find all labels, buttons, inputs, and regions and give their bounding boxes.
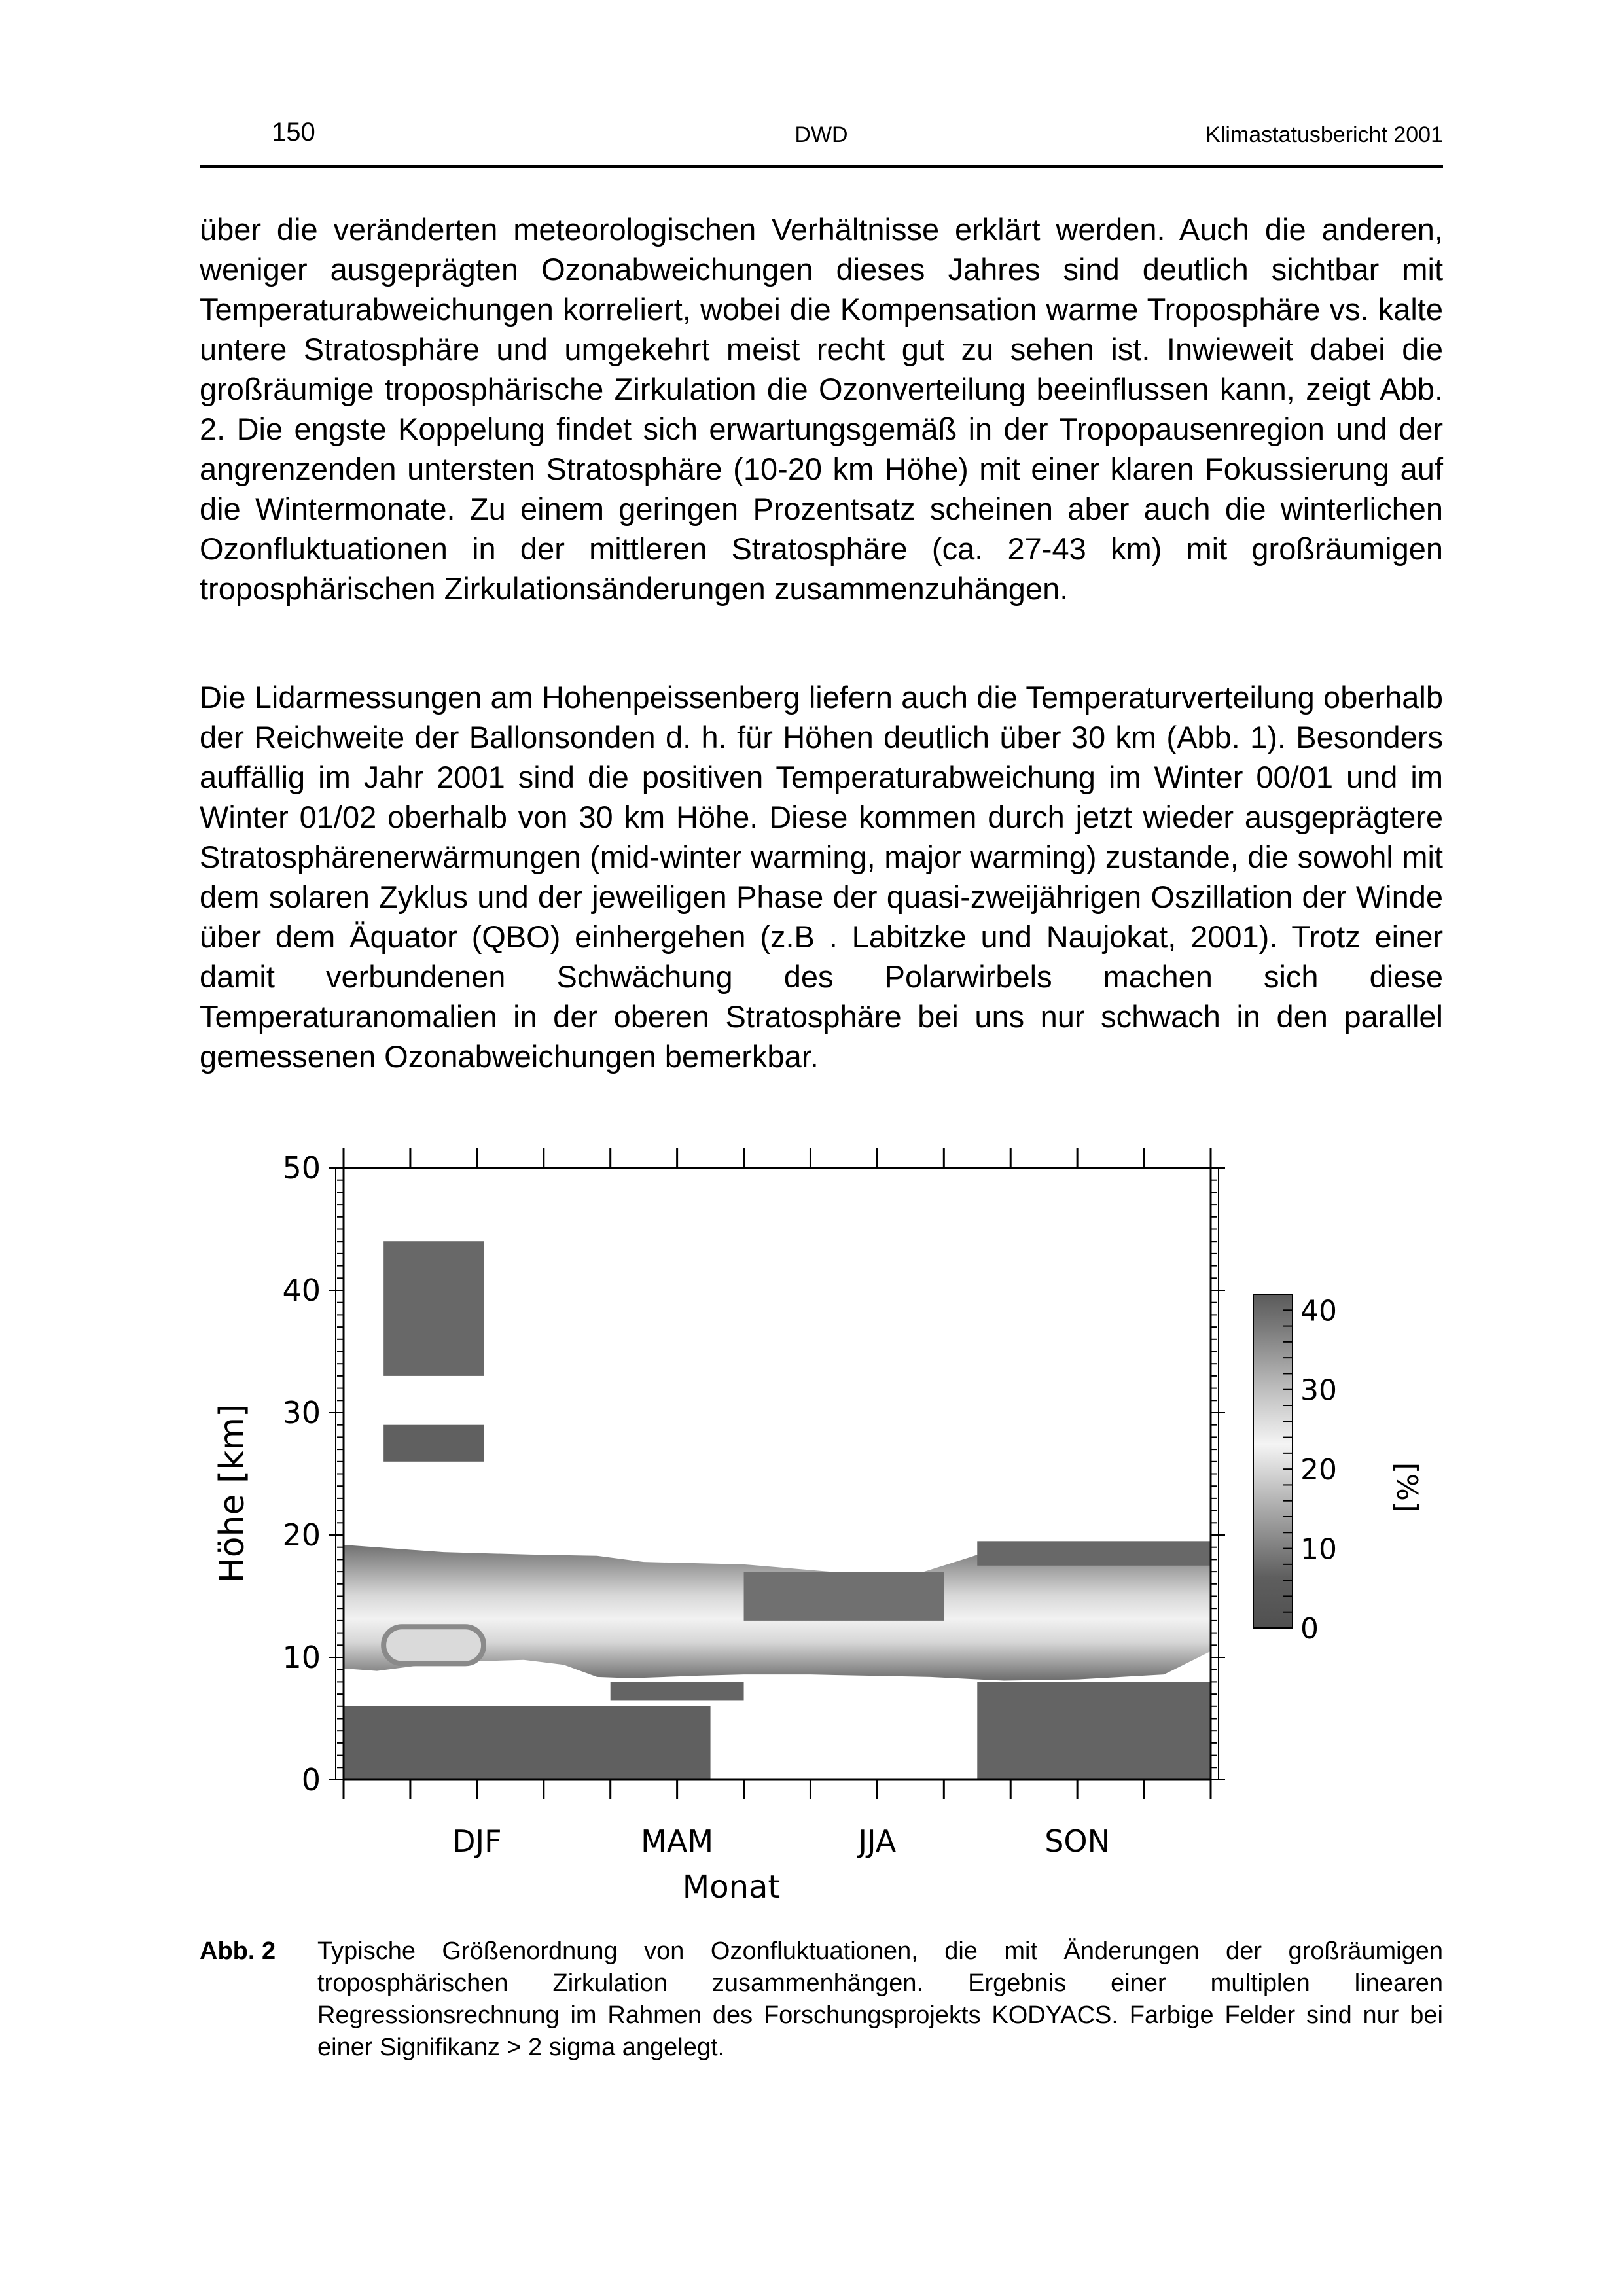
x-tick-label: JJA xyxy=(858,1824,897,1859)
y-tick-label: 50 xyxy=(282,1150,321,1186)
colorbar-tick-label: 40 xyxy=(1300,1294,1337,1328)
heatmap-region-autumn-lower-stratosphere xyxy=(977,1541,1211,1565)
y-axis-title: Höhe [km] xyxy=(213,1404,252,1583)
caption-label: Abb. 2 xyxy=(200,1937,276,1965)
header-rule xyxy=(200,165,1443,168)
paragraph-1: über die veränderten meteorologischen Verhältnisse erklärt werden. Auch die anderen, weniger ausgeprägten Ozonabweichungen dieses Jahres sind deutlich sichtbar mit Temperaturabweichungen korreliert, wobei die Kompensation warme Troposphäre vs. kalte untere Stratosphäre und umgekehrt meist recht gut zu sehen ist. Inwieweit dabei die großräumige troposphärische Zirkulation die Ozonverteilung beeinflussen kann, zeigt Abb. 2. Die engste Koppelung findet sich erwartungsgemäß in der Tropopausenregion und der angrenzenden untersten Stratosphäre (10-20 km Höhe) mit einer klaren Fokussierung auf die Wintermonate. Zu einem geringen Prozentsatz scheinen aber auch die winterlichen Ozonfluktuationen in der mittleren Stratosphäre (ca. 27-43 km) mit großräumigen troposphärischen Zirkulationsänderungen zusammenzuhängen. xyxy=(200,212,1443,606)
heatmap-chart xyxy=(0,1112,1623,1917)
y-tick-label: 0 xyxy=(301,1762,321,1797)
colorbar-tick-label: 10 xyxy=(1300,1532,1337,1566)
heatmap-region-autumn-troposphere xyxy=(977,1682,1211,1780)
y-tick-label: 20 xyxy=(282,1517,321,1553)
x-tick-label: MAM xyxy=(641,1824,714,1859)
figure-ozone-heatmap xyxy=(0,1112,1623,1917)
colorbar-unit-label: [%] xyxy=(1390,1462,1423,1513)
colorbar-tick-label: 30 xyxy=(1300,1373,1337,1407)
header-publisher: DWD xyxy=(794,122,848,147)
colorbar xyxy=(1253,1294,1293,1628)
x-tick-label: SON xyxy=(1044,1824,1111,1859)
colorbar-tick-label: 0 xyxy=(1300,1612,1319,1646)
heatmap-region-winter-troposphere xyxy=(344,1706,711,1780)
heatmap-region-winter-tropopause-core xyxy=(383,1627,484,1663)
paragraph-2: Die Lidarmessungen am Hohenpeissenberg liefern auch die Temperaturverteilung oberhalb der Reichweite der Ballonsonden d. h. für Höhen deutlich über 30 km (Abb. 1). Besonders auffällig im Jahr 2001 sind die positiven Temperaturabweichung im Winter 00/01 und im Winter 01/02 oberhalb von 30 km Höhe. Diese kommen durch jetzt wieder ausgeprägtere Stratosphärenerwärmungen (mid-winter warming, major warming) zustande, die sowohl mit dem solaren Zyklus und der jeweiligen Phase der quasi-zweijährigen Oszillation der Winde über dem Äquator (QBO) einhergehen (z.B . Labitzke und Naujokat, 2001). Trotz einer damit verbundenen Schwächung des Polarwirbels machen sich diese Temperaturanomalien in der oberen Stratosphäre bei uns nur schwach in den parallel gemessenen Ozonabweichungen bemerkbar. xyxy=(200,680,1443,1074)
heatmap-region-winter-middle-stratosphere xyxy=(383,1425,484,1462)
header-title: Klimastatusbericht 2001 xyxy=(1205,122,1443,147)
x-axis-title: Monat xyxy=(682,1869,781,1905)
heatmap-region-summer-lower-stratosphere xyxy=(744,1572,944,1621)
colorbar-tick-label: 20 xyxy=(1300,1453,1337,1487)
y-tick-label: 10 xyxy=(282,1640,321,1675)
page-number: 150 xyxy=(272,118,315,147)
caption-text: Typische Größenordnung von Ozonfluktuationen, die mit Änderungen der großräumigen troposphärischen Zirkulation zusammenhängen. Ergebnis einer multiplen linearen Regressionsrechnung im Rahmen des Forschungsprojekts KODYACS. Farbige Felder sind nur bei einer Signifikanz > 2 sigma angelegt. xyxy=(317,1937,1443,2061)
heatmap-region-winter-upper-stratosphere xyxy=(383,1241,484,1376)
heatmap-region-spring-troposphere xyxy=(611,1682,744,1700)
page-header xyxy=(200,115,1443,154)
x-tick-label: DJF xyxy=(452,1824,502,1859)
y-tick-label: 40 xyxy=(282,1273,321,1308)
y-tick-label: 30 xyxy=(282,1395,321,1430)
